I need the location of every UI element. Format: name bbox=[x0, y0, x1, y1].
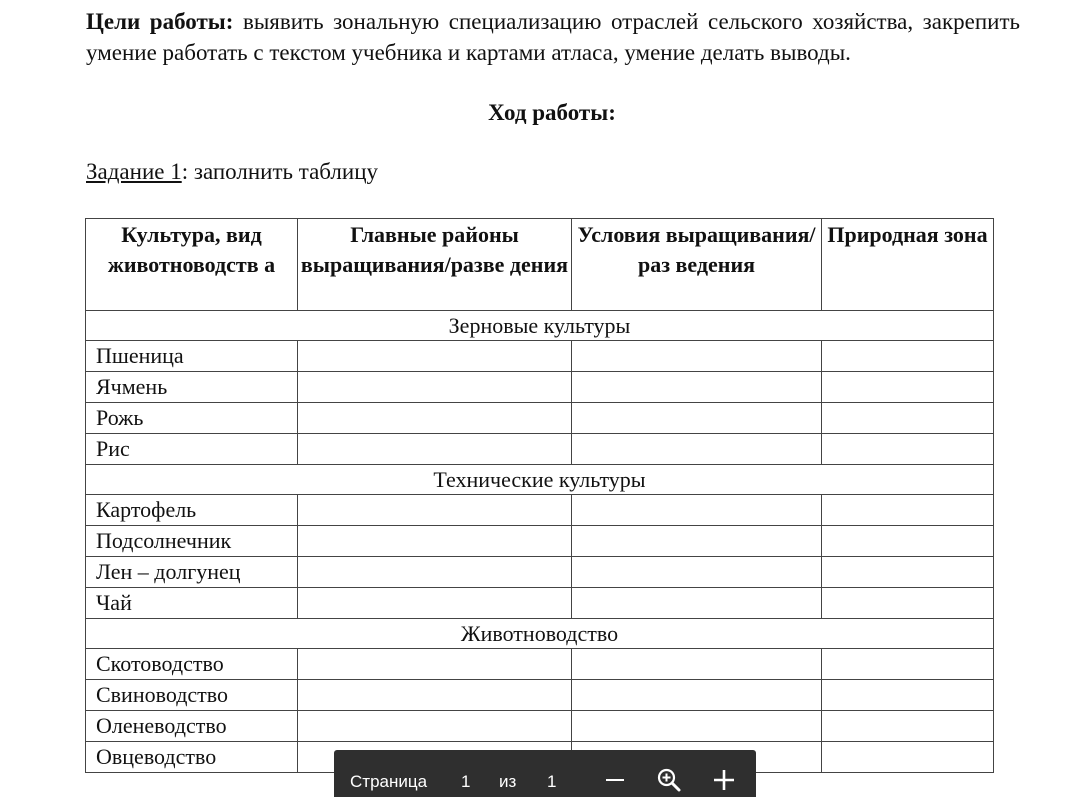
section-row bbox=[86, 465, 994, 495]
empty-cell[interactable] bbox=[298, 434, 572, 465]
section-title: Технические культуры bbox=[86, 465, 994, 495]
header-conditions: Условия выращивания/раз ведения bbox=[572, 219, 822, 311]
empty-cell[interactable] bbox=[822, 557, 994, 588]
minus-icon bbox=[604, 769, 626, 791]
empty-cell[interactable] bbox=[298, 680, 572, 711]
goals-label: Цели работы: bbox=[86, 9, 234, 34]
empty-cell[interactable] bbox=[298, 588, 572, 619]
of-label: из bbox=[499, 772, 517, 791]
table-row bbox=[86, 403, 994, 434]
empty-cell[interactable] bbox=[822, 711, 994, 742]
total-pages: 1 bbox=[547, 772, 557, 791]
page-label: Страница bbox=[350, 772, 428, 791]
zoom-plus-button[interactable] bbox=[707, 763, 741, 797]
goals-text: выявить зональную специализацию отраслей сельского хозяйства, закрепить умение работать с текстом учебника и картами атласа, умение делать выводы. bbox=[86, 9, 1020, 65]
empty-cell[interactable] bbox=[572, 649, 822, 680]
empty-cell[interactable] bbox=[572, 495, 822, 526]
goals-paragraph bbox=[86, 6, 1020, 68]
row-name: Картофель bbox=[86, 495, 298, 526]
section-row bbox=[86, 311, 994, 341]
section-row bbox=[86, 619, 994, 649]
section-title: Животноводство bbox=[86, 619, 994, 649]
row-name: Лен – долгунец bbox=[86, 557, 298, 588]
task-label: Задание 1 bbox=[86, 159, 182, 184]
empty-cell[interactable] bbox=[298, 557, 572, 588]
table-row bbox=[86, 649, 994, 680]
empty-cell[interactable] bbox=[572, 557, 822, 588]
table-row bbox=[86, 372, 994, 403]
table-row bbox=[86, 495, 994, 526]
empty-cell[interactable] bbox=[572, 680, 822, 711]
empty-cell[interactable] bbox=[298, 403, 572, 434]
row-name: Пшеница bbox=[86, 341, 298, 372]
empty-cell[interactable] bbox=[572, 372, 822, 403]
empty-cell[interactable] bbox=[298, 341, 572, 372]
empty-cell[interactable] bbox=[822, 649, 994, 680]
table-header-row bbox=[86, 219, 994, 311]
header-regions: Главные районы выращивания/разве дения bbox=[298, 219, 572, 311]
row-name: Ячмень bbox=[86, 372, 298, 403]
row-name: Скотоводство bbox=[86, 649, 298, 680]
empty-cell[interactable] bbox=[822, 495, 994, 526]
agriculture-table bbox=[85, 218, 994, 773]
empty-cell[interactable] bbox=[298, 649, 572, 680]
empty-cell[interactable] bbox=[572, 711, 822, 742]
empty-cell[interactable] bbox=[822, 372, 994, 403]
row-name: Рис bbox=[86, 434, 298, 465]
empty-cell[interactable] bbox=[572, 341, 822, 372]
row-name: Рожь bbox=[86, 403, 298, 434]
row-name: Оленеводство bbox=[86, 711, 298, 742]
empty-cell[interactable] bbox=[822, 588, 994, 619]
empty-cell[interactable] bbox=[822, 434, 994, 465]
empty-cell[interactable] bbox=[572, 526, 822, 557]
table-row bbox=[86, 588, 994, 619]
empty-cell[interactable] bbox=[298, 711, 572, 742]
pdf-page-toolbar bbox=[334, 750, 756, 797]
empty-cell[interactable] bbox=[822, 403, 994, 434]
empty-cell[interactable] bbox=[298, 372, 572, 403]
empty-cell[interactable] bbox=[298, 495, 572, 526]
magnifier-plus-icon bbox=[656, 767, 682, 793]
row-name: Подсолнечник bbox=[86, 526, 298, 557]
table-row bbox=[86, 711, 994, 742]
table-row bbox=[86, 557, 994, 588]
section-title: Зерновые культуры bbox=[86, 311, 994, 341]
header-crop: Культура, вид животноводств а bbox=[86, 219, 298, 311]
empty-cell[interactable] bbox=[572, 434, 822, 465]
table-row bbox=[86, 526, 994, 557]
empty-cell[interactable] bbox=[822, 680, 994, 711]
empty-cell[interactable] bbox=[572, 403, 822, 434]
task-text: : заполнить таблицу bbox=[181, 159, 379, 184]
empty-cell[interactable] bbox=[822, 341, 994, 372]
row-name: Чай bbox=[86, 588, 298, 619]
zoom-in-button[interactable] bbox=[652, 763, 686, 797]
row-name: Свиноводство bbox=[86, 680, 298, 711]
current-page-input[interactable]: 1 bbox=[461, 772, 471, 791]
header-zone: Природная зона bbox=[822, 219, 994, 311]
progress-title: Ход работы: bbox=[488, 100, 616, 125]
zoom-out-button[interactable] bbox=[598, 763, 632, 797]
table-row bbox=[86, 680, 994, 711]
plus-icon bbox=[712, 768, 736, 792]
empty-cell[interactable] bbox=[298, 526, 572, 557]
table-row bbox=[86, 434, 994, 465]
empty-cell[interactable] bbox=[572, 588, 822, 619]
table-row bbox=[86, 341, 994, 372]
empty-cell[interactable] bbox=[822, 742, 994, 773]
empty-cell[interactable] bbox=[822, 526, 994, 557]
row-name: Овцеводство bbox=[86, 742, 298, 773]
task-line bbox=[86, 159, 378, 185]
